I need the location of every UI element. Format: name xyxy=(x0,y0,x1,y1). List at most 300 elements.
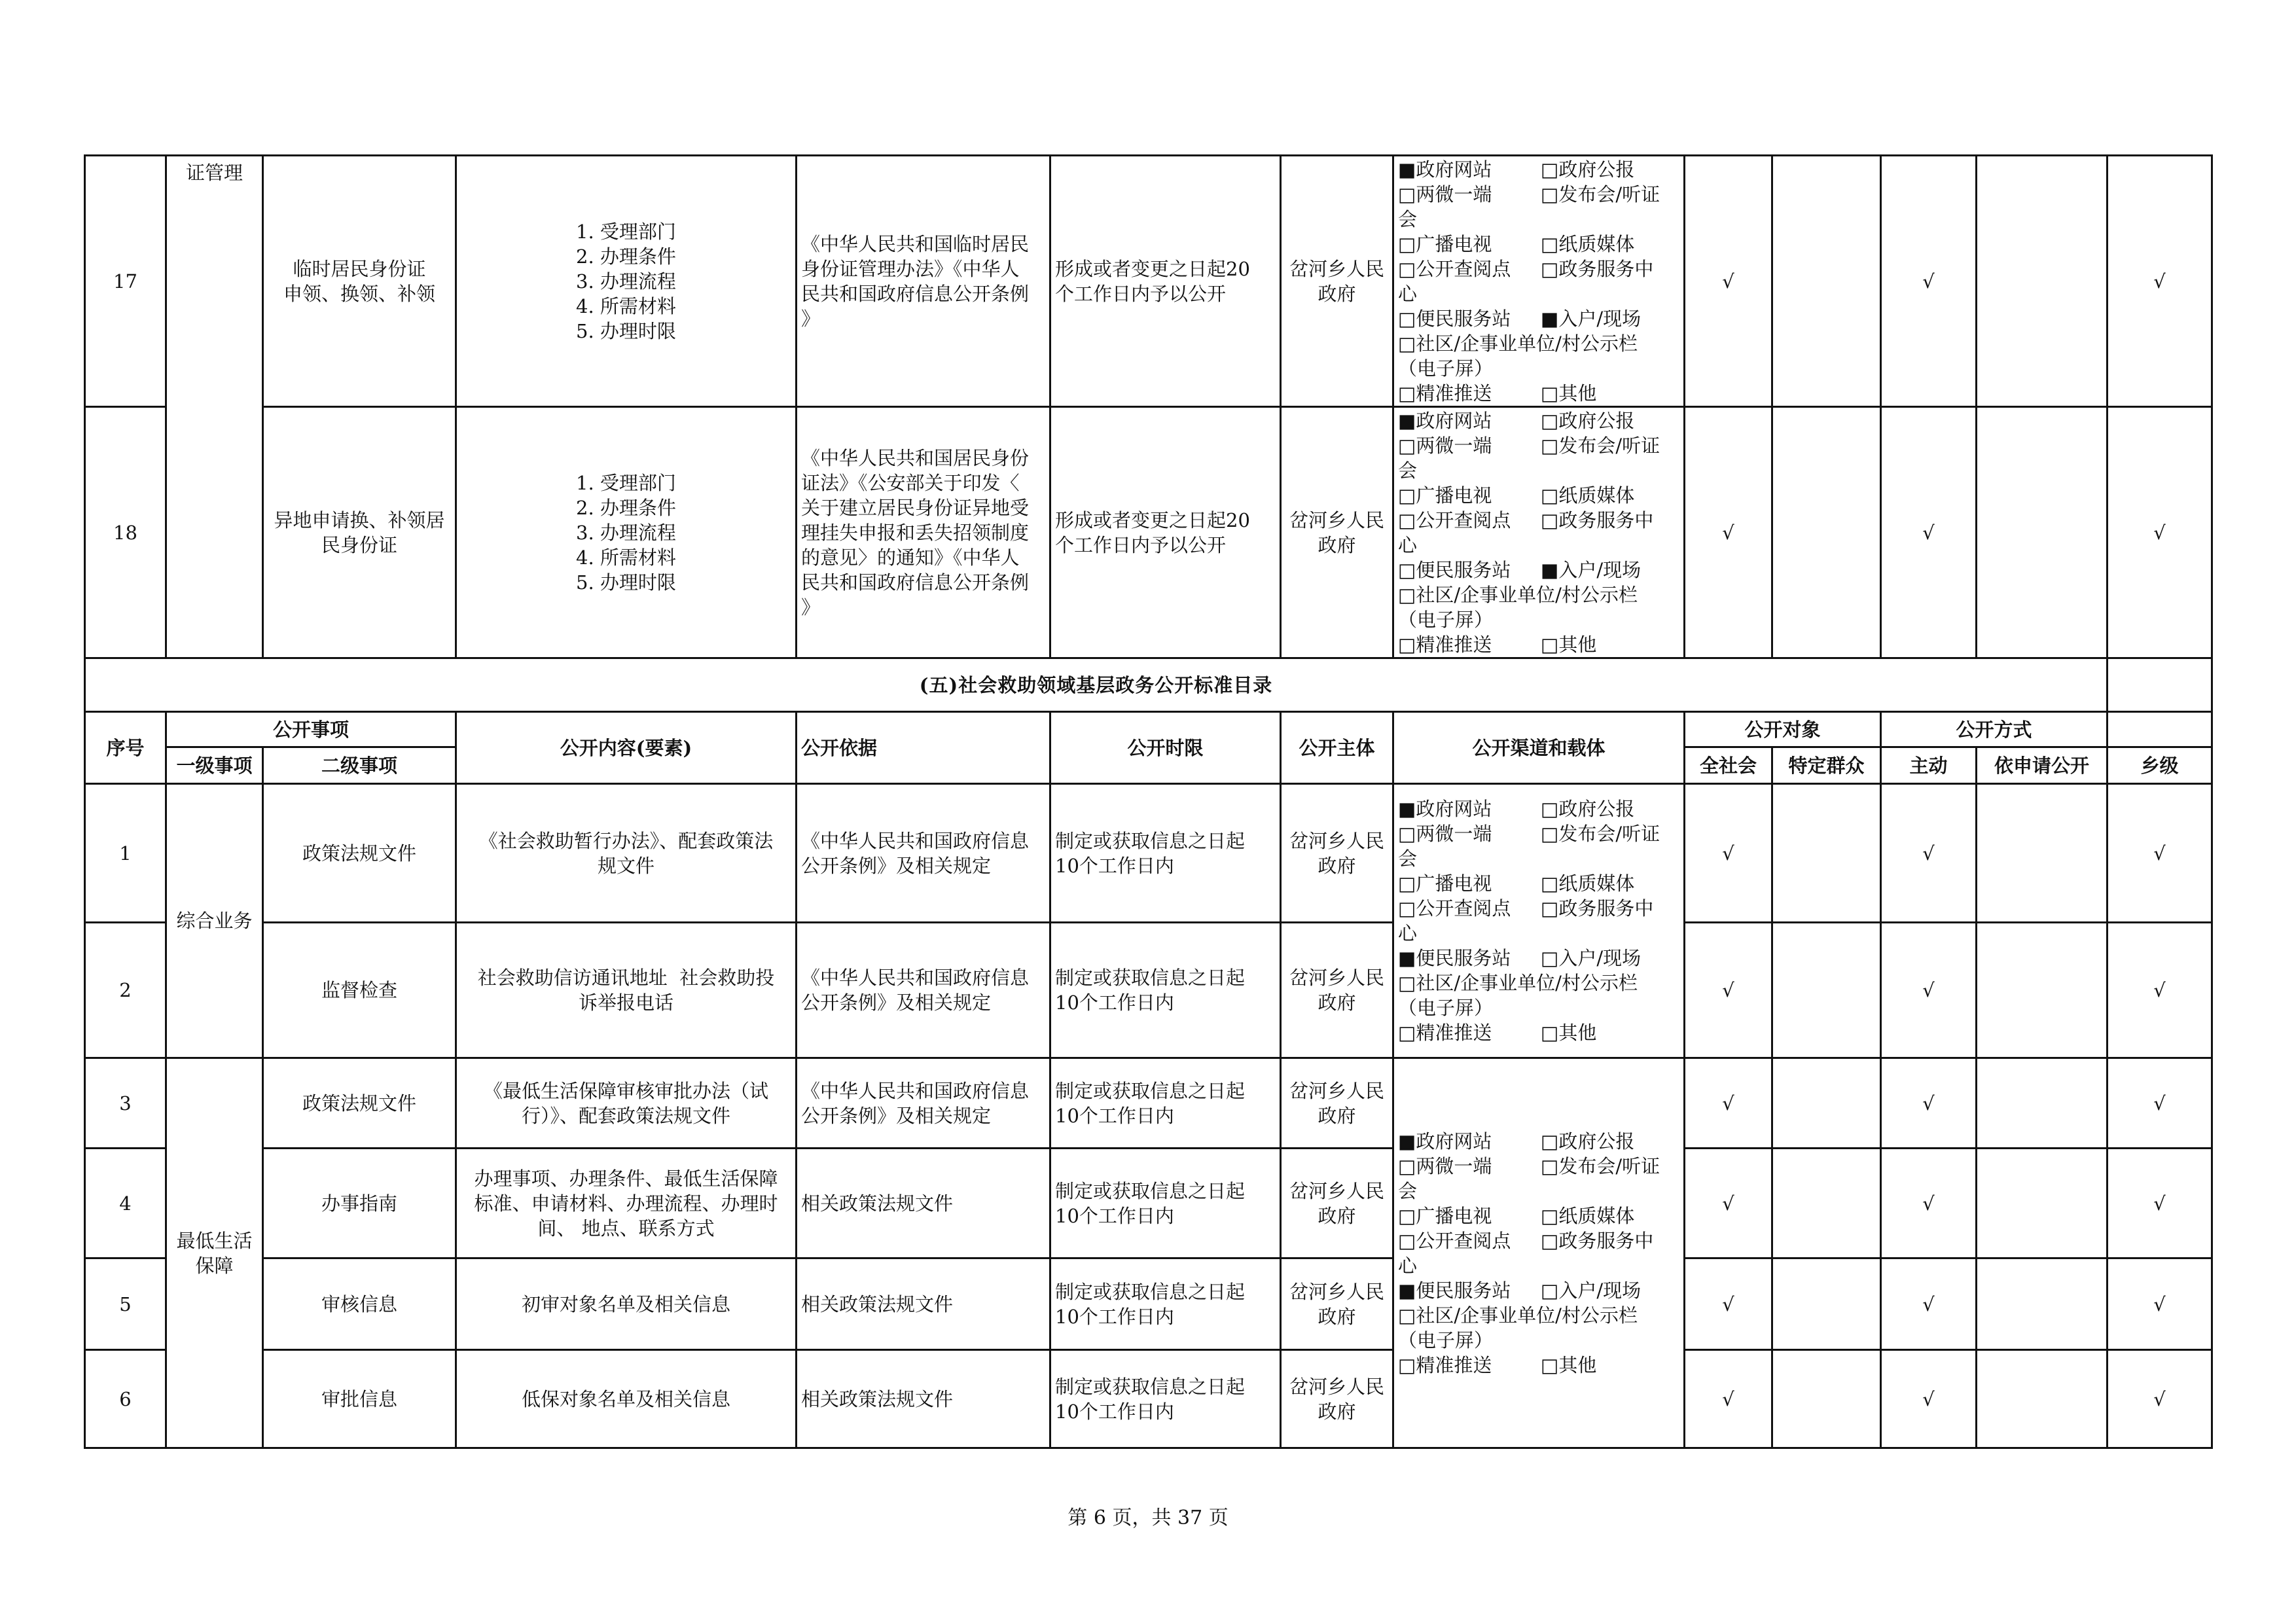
time-line: 10个工作日内 xyxy=(1055,1104,1174,1127)
content-line: 行）》、配套政策法规文件 xyxy=(521,1104,730,1127)
active-disclosure-check: √ xyxy=(1881,1149,1977,1258)
channel-option-label: 入户/现场 xyxy=(1558,307,1641,330)
channel-option-label: 心 xyxy=(1398,282,1418,305)
unchecked-box-icon xyxy=(1398,872,1416,895)
all-society-check: √ xyxy=(1685,1350,1772,1448)
checked-box-icon xyxy=(1541,559,1558,581)
header-items: 公开事项 xyxy=(166,712,456,747)
channel-option-label: 公开查阅点 xyxy=(1416,257,1511,280)
channel-option xyxy=(1398,483,1541,508)
on-request-check xyxy=(1977,1149,2108,1258)
channel-line xyxy=(1398,1129,1679,1154)
time-line: 制定或获取信息之日起 xyxy=(1055,1179,1246,1202)
channel-option xyxy=(1398,1129,1541,1154)
level2-item: 办事指南 xyxy=(263,1149,456,1258)
channel-option xyxy=(1398,796,1541,821)
disclosure-content xyxy=(456,1058,797,1149)
header-on-request: 依申请公开 xyxy=(1977,747,2108,784)
disclosure-content xyxy=(456,784,797,923)
header-target: 公开对象 xyxy=(1685,712,1881,747)
specific-group-check xyxy=(1772,1350,1881,1448)
disclosure-catalog-table xyxy=(84,154,2213,1449)
channel-option-label: 政府公报 xyxy=(1558,409,1635,432)
disclosure-basis: 相关政策法规文件 xyxy=(797,1258,1050,1350)
level2-item xyxy=(263,156,456,407)
basis-line: 》 xyxy=(801,307,821,330)
on-request-check xyxy=(1977,1058,2108,1149)
level1-item xyxy=(166,1058,263,1448)
checked-box-icon xyxy=(1398,158,1416,181)
channel-option xyxy=(1398,459,1417,482)
unchecked-box-icon xyxy=(1541,158,1558,181)
checked-box-icon xyxy=(1398,1130,1416,1152)
level2-item xyxy=(263,407,456,658)
unchecked-box-icon xyxy=(1398,332,1416,355)
channel-option xyxy=(1398,1304,1638,1327)
table-row xyxy=(85,156,2212,407)
channel-option xyxy=(1398,381,1541,406)
channel-option xyxy=(1541,410,1634,432)
channel-option-label: 政府公报 xyxy=(1558,1130,1635,1152)
channel-option xyxy=(1398,609,1493,631)
on-request-check xyxy=(1977,784,2108,923)
channel-option xyxy=(1398,257,1541,281)
disclosure-basis xyxy=(797,407,1050,658)
channel-option-label: 会 xyxy=(1398,207,1418,230)
channel-option-label: 社区/企事业单位/村公示栏 xyxy=(1416,1304,1638,1327)
basis-line: 理挂失申报和丢失招领制度 xyxy=(801,521,1030,544)
channel-option-label: 广播电视 xyxy=(1416,484,1492,507)
header-row xyxy=(85,712,2212,747)
channel-option xyxy=(1398,283,1417,305)
content-line: 《社会救助暂行办法》、配套政策法 xyxy=(478,829,774,852)
channel-line xyxy=(1398,1204,1679,1228)
time-line: 10个工作日内 xyxy=(1055,1305,1174,1328)
level2-item-line: 民身份证 xyxy=(321,533,397,556)
channel-option xyxy=(1398,584,1638,606)
channel-line xyxy=(1398,632,1679,657)
channel-option xyxy=(1398,1329,1493,1351)
content-line: 3. 办理流程 xyxy=(576,270,676,293)
time-line: 制定或获取信息之日起 xyxy=(1055,1079,1246,1102)
channel-option xyxy=(1398,847,1417,870)
time-line: 10个工作日内 xyxy=(1055,1204,1174,1227)
channel-option xyxy=(1541,484,1634,507)
channel-line xyxy=(1398,1154,1679,1179)
checked-box-icon xyxy=(1398,798,1416,820)
specific-group-check xyxy=(1772,156,1881,407)
basis-line: 公开条例》及相关规定 xyxy=(801,1104,992,1127)
disclosure-subject xyxy=(1281,407,1393,658)
unchecked-box-icon xyxy=(1541,435,1558,457)
unchecked-box-icon xyxy=(1541,484,1558,507)
all-society-check: √ xyxy=(1685,923,1772,1058)
channel-list xyxy=(1393,156,1685,407)
channel-option-label: 纸质媒体 xyxy=(1558,1204,1635,1227)
channel-option-label: 发布会/听证 xyxy=(1558,1154,1660,1177)
header-basis: 公开依据 xyxy=(797,712,1050,784)
channel-option xyxy=(1541,798,1634,820)
time-line: 形成或者变更之日起20 xyxy=(1055,257,1250,280)
channel-option-label: 两微一端 xyxy=(1416,183,1492,205)
content-line: 1. 受理部门 xyxy=(576,471,676,494)
township-level-check: √ xyxy=(2108,784,2212,923)
content-line: 4. 所需材料 xyxy=(576,294,676,317)
unchecked-box-icon xyxy=(1541,1022,1558,1044)
channel-option xyxy=(1398,534,1417,556)
channel-option xyxy=(1398,208,1417,230)
unchecked-box-icon xyxy=(1541,183,1558,205)
channel-line xyxy=(1398,331,1679,356)
unchecked-box-icon xyxy=(1541,947,1558,969)
level1-item-line: 最低生活 xyxy=(176,1229,253,1252)
header-content: 公开内容(要素) xyxy=(456,712,797,784)
level2-item: 监督检查 xyxy=(263,923,456,1058)
channel-option xyxy=(1398,997,1493,1019)
header-no: 序号 xyxy=(85,712,166,784)
basis-line: 《中华人民共和国政府信息 xyxy=(801,829,1030,852)
unchecked-box-icon xyxy=(1398,183,1416,205)
content-line: 2. 办理条件 xyxy=(576,245,676,268)
unchecked-box-icon xyxy=(1398,308,1416,330)
subject-line: 政府 xyxy=(1318,1104,1356,1127)
unchecked-box-icon xyxy=(1398,509,1416,531)
row-number: 4 xyxy=(85,1149,166,1258)
channel-option xyxy=(1398,157,1541,182)
disclosure-basis xyxy=(797,784,1050,923)
channel-option-label: 社区/企事业单位/村公示栏 xyxy=(1416,332,1638,355)
disclosure-basis: 相关政策法规文件 xyxy=(797,1350,1050,1448)
channel-option xyxy=(1541,1155,1660,1177)
all-society-check: √ xyxy=(1685,407,1772,658)
channel-line xyxy=(1398,846,1679,871)
channel-option xyxy=(1398,1228,1541,1253)
level2-item: 审核信息 xyxy=(263,1258,456,1350)
on-request-check xyxy=(1977,1350,2108,1448)
basis-line: 公开条例》及相关规定 xyxy=(801,854,992,877)
channel-option xyxy=(1398,306,1541,331)
channel-option-label: 公开查阅点 xyxy=(1416,897,1511,919)
channel-line xyxy=(1398,483,1679,508)
channel-option-label: 其他 xyxy=(1558,1022,1597,1044)
disclosure-subject xyxy=(1281,1350,1393,1448)
unchecked-box-icon xyxy=(1398,584,1416,606)
channel-option-label: 广播电视 xyxy=(1416,1204,1492,1227)
section-title-row xyxy=(85,658,2212,712)
level2-item-line: 异地申请换、补领居 xyxy=(274,508,445,531)
unchecked-box-icon xyxy=(1541,798,1558,820)
active-disclosure-check: √ xyxy=(1881,784,1977,923)
unchecked-box-icon xyxy=(1541,382,1558,404)
content-line: 4. 所需材料 xyxy=(576,546,676,569)
channel-line xyxy=(1398,1278,1679,1303)
channel-option-label: 政府网站 xyxy=(1416,1130,1492,1152)
level2-item-line: 临时居民身份证 xyxy=(293,257,426,280)
channel-line xyxy=(1398,1020,1679,1045)
basis-line: 《中华人民共和国临时居民 xyxy=(801,232,1030,255)
table-row xyxy=(85,1350,2212,1448)
channel-option xyxy=(1541,382,1596,404)
channel-option xyxy=(1541,1130,1634,1152)
channel-line xyxy=(1398,1328,1679,1353)
basis-line: 》 xyxy=(801,596,821,618)
subject-line: 岔河乡人民 xyxy=(1289,1375,1384,1398)
channel-line xyxy=(1398,1228,1679,1253)
channel-option-label: 入户/现场 xyxy=(1558,1279,1641,1302)
unchecked-box-icon xyxy=(1398,435,1416,457)
disclosure-time-limit xyxy=(1050,1149,1281,1258)
all-society-check: √ xyxy=(1685,1149,1772,1258)
disclosure-subject xyxy=(1281,1058,1393,1149)
all-society-check: √ xyxy=(1685,1058,1772,1149)
subject-line: 岔河乡人民 xyxy=(1289,829,1384,852)
channel-option xyxy=(1398,1204,1541,1228)
disclosure-subject xyxy=(1281,1149,1393,1258)
channel-option-label: 公开查阅点 xyxy=(1416,508,1511,531)
channel-option-label: 政府公报 xyxy=(1558,798,1635,820)
channel-option-label: 便民服务站 xyxy=(1416,307,1511,330)
channel-option-label: 政府公报 xyxy=(1558,158,1635,181)
table-row xyxy=(85,1149,2212,1258)
unchecked-box-icon xyxy=(1541,897,1558,919)
channel-option-label: 会 xyxy=(1398,1179,1418,1202)
channel-list xyxy=(1393,784,1685,1058)
channel-line xyxy=(1398,607,1679,632)
content-line: 1. 受理部门 xyxy=(576,220,676,243)
empty-cell xyxy=(2108,712,2212,747)
unchecked-box-icon xyxy=(1398,823,1416,845)
channel-option-label: 其他 xyxy=(1558,1353,1597,1376)
row-number: 6 xyxy=(85,1350,166,1448)
empty-cell xyxy=(2108,658,2212,712)
channel-option xyxy=(1398,871,1541,896)
channel-option xyxy=(1398,972,1638,994)
unchecked-box-icon xyxy=(1398,1354,1416,1376)
channel-option xyxy=(1541,258,1653,280)
channel-option-label: 政务服务中 xyxy=(1558,257,1654,280)
channel-line xyxy=(1398,381,1679,406)
level2-item: 政策法规文件 xyxy=(263,784,456,923)
channel-option-label: 其他 xyxy=(1558,382,1597,404)
channel-option xyxy=(1398,332,1638,355)
basis-line: 民共和国政府信息公开条例 xyxy=(801,571,1030,594)
channel-option-label: 政府网站 xyxy=(1416,798,1492,820)
channel-option-label: 纸质媒体 xyxy=(1558,484,1635,507)
disclosure-content xyxy=(456,156,797,407)
channel-line xyxy=(1398,356,1679,381)
content-line: 社会救助信访通讯地址 社会救助投 xyxy=(477,967,775,989)
level1-item: 综合业务 xyxy=(166,784,263,1058)
basis-line: 《中华人民共和国政府信息 xyxy=(801,967,1030,989)
channel-option xyxy=(1541,308,1641,330)
channel-option xyxy=(1541,1230,1653,1252)
level1-item-line: 保障 xyxy=(195,1254,234,1277)
table-row xyxy=(85,923,2212,1058)
channel-option-label: （电子屏） xyxy=(1398,997,1494,1019)
all-society-check: √ xyxy=(1685,784,1772,923)
channel-option-label: 入户/现场 xyxy=(1558,947,1641,969)
unchecked-box-icon xyxy=(1541,1205,1558,1227)
basis-line: 身份证管理办法》《中华人 xyxy=(801,257,1020,280)
header-method: 公开方式 xyxy=(1881,712,2108,747)
unchecked-box-icon xyxy=(1398,1022,1416,1044)
channel-option xyxy=(1541,897,1653,919)
specific-group-check xyxy=(1772,407,1881,658)
basis-line: 关于建立居民身份证异地受 xyxy=(801,496,1030,519)
channel-option-label: 心 xyxy=(1398,922,1418,944)
channel-option-label: 入户/现场 xyxy=(1558,558,1641,581)
level1-item-label: 证管理 xyxy=(185,162,243,184)
channel-line xyxy=(1398,1353,1679,1378)
table-row xyxy=(85,784,2212,923)
row-number: 1 xyxy=(85,784,166,923)
channel-option xyxy=(1398,821,1541,846)
channel-option-label: 广播电视 xyxy=(1416,872,1492,895)
basis-line: 民共和国政府信息公开条例 xyxy=(801,282,1030,305)
content-line: 诉举报电话 xyxy=(578,991,673,1014)
unchecked-box-icon xyxy=(1398,233,1416,255)
channel-option xyxy=(1398,1353,1541,1378)
header-all-society: 全社会 xyxy=(1685,747,1772,784)
disclosure-time-limit xyxy=(1050,1350,1281,1448)
disclosure-time-limit xyxy=(1050,923,1281,1058)
content-line: 5. 办理时限 xyxy=(576,571,676,594)
disclosure-content xyxy=(456,407,797,658)
channel-option xyxy=(1541,947,1641,969)
channel-option xyxy=(1398,182,1541,207)
disclosure-time-limit xyxy=(1050,156,1281,407)
time-line: 10个工作日内 xyxy=(1055,1400,1174,1423)
basis-line: 证法》《公安部关于印发〈 xyxy=(801,471,1020,494)
channel-option xyxy=(1398,896,1541,921)
channel-option-label: 精准推送 xyxy=(1416,1022,1492,1044)
row-number: 17 xyxy=(85,156,166,407)
channel-line xyxy=(1398,508,1679,533)
basis-line: 《中华人民共和国政府信息 xyxy=(801,1079,1030,1102)
channel-option xyxy=(1398,558,1541,582)
channel-option-label: 发布会/听证 xyxy=(1558,823,1660,845)
channel-option xyxy=(1541,435,1660,457)
channel-option-label: 心 xyxy=(1398,1254,1418,1277)
unchecked-box-icon xyxy=(1398,258,1416,280)
channel-line xyxy=(1398,458,1679,483)
specific-group-check xyxy=(1772,1149,1881,1258)
channel-line xyxy=(1398,533,1679,558)
unchecked-box-icon xyxy=(1541,1130,1558,1152)
channel-option xyxy=(1398,508,1541,533)
disclosure-subject xyxy=(1281,784,1393,923)
active-disclosure-check: √ xyxy=(1881,1258,1977,1350)
channel-option-label: 社区/企事业单位/村公示栏 xyxy=(1416,583,1638,606)
channel-option-label: 纸质媒体 xyxy=(1558,872,1635,895)
channel-line xyxy=(1398,1303,1679,1328)
time-line: 个工作日内予以公开 xyxy=(1055,282,1227,305)
disclosure-basis: 相关政策法规文件 xyxy=(797,1149,1050,1258)
channel-line xyxy=(1398,946,1679,971)
subject-line: 岔河乡人民 xyxy=(1289,1179,1384,1202)
channel-line xyxy=(1398,995,1679,1020)
disclosure-subject xyxy=(1281,156,1393,407)
unchecked-box-icon xyxy=(1541,233,1558,255)
township-level-check: √ xyxy=(2108,407,2212,658)
channel-option-label: 会 xyxy=(1398,847,1418,870)
active-disclosure-check: √ xyxy=(1881,156,1977,407)
channel-option xyxy=(1541,1354,1596,1376)
channel-option-label: （电子屏） xyxy=(1398,1329,1494,1351)
unchecked-box-icon xyxy=(1541,1279,1558,1302)
channel-list xyxy=(1393,1058,1685,1448)
channel-option-label: 纸质媒体 xyxy=(1558,232,1635,255)
channel-option xyxy=(1541,183,1660,205)
unchecked-box-icon xyxy=(1541,633,1558,656)
subject-line: 政府 xyxy=(1318,1400,1356,1423)
channel-option xyxy=(1541,158,1634,181)
disclosure-content xyxy=(456,923,797,1058)
unchecked-box-icon xyxy=(1541,823,1558,845)
subject-line: 岔河乡人民 xyxy=(1289,967,1384,989)
channel-option-label: 便民服务站 xyxy=(1416,558,1511,581)
township-level-check: √ xyxy=(2108,1258,2212,1350)
unchecked-box-icon xyxy=(1398,1230,1416,1252)
unchecked-box-icon xyxy=(1398,484,1416,507)
channel-option-label: 政务服务中 xyxy=(1558,897,1654,919)
unchecked-box-icon xyxy=(1541,1155,1558,1177)
channel-list xyxy=(1393,407,1685,658)
township-level-check: √ xyxy=(2108,923,2212,1058)
channel-line xyxy=(1398,257,1679,281)
unchecked-box-icon xyxy=(1398,1304,1416,1327)
unchecked-box-icon xyxy=(1541,509,1558,531)
channel-line xyxy=(1398,157,1679,182)
channel-option xyxy=(1398,632,1541,657)
unchecked-box-icon xyxy=(1398,382,1416,404)
channel-option-label: 心 xyxy=(1398,533,1418,556)
unchecked-box-icon xyxy=(1398,559,1416,581)
channel-option-label: （电子屏） xyxy=(1398,608,1494,631)
all-society-check: √ xyxy=(1685,1258,1772,1350)
channel-option-label: 两微一端 xyxy=(1416,434,1492,457)
time-line: 制定或获取信息之日起 xyxy=(1055,829,1246,852)
header-time: 公开时限 xyxy=(1050,712,1281,784)
channel-line xyxy=(1398,921,1679,946)
channel-line xyxy=(1398,896,1679,921)
content-line: 间、 地点、联系方式 xyxy=(537,1217,715,1240)
on-request-check xyxy=(1977,407,2108,658)
checked-box-icon xyxy=(1398,947,1416,969)
page-footer: 第 6 页，共 37 页 xyxy=(1067,1507,1229,1529)
disclosure-time-limit xyxy=(1050,1258,1281,1350)
channel-option-label: 精准推送 xyxy=(1416,633,1492,656)
channel-option-label: 政府网站 xyxy=(1416,158,1492,181)
on-request-check xyxy=(1977,923,2108,1058)
township-level-check: √ xyxy=(2108,1149,2212,1258)
disclosure-subject xyxy=(1281,923,1393,1058)
channel-option-label: 精准推送 xyxy=(1416,1353,1492,1376)
channel-line xyxy=(1398,796,1679,821)
channel-line xyxy=(1398,582,1679,607)
header-level1: 一级事项 xyxy=(166,747,263,784)
content-line: 办理事项、办理条件、最低生活保障 xyxy=(474,1167,778,1190)
disclosure-subject xyxy=(1281,1258,1393,1350)
unchecked-box-icon xyxy=(1541,1230,1558,1252)
subject-line: 岔河乡人民 xyxy=(1289,257,1384,280)
subject-line: 政府 xyxy=(1318,1305,1356,1328)
subject-line: 政府 xyxy=(1318,991,1356,1014)
content-line: 规文件 xyxy=(597,854,655,877)
channel-option xyxy=(1541,559,1641,581)
subject-line: 岔河乡人民 xyxy=(1289,508,1384,531)
channel-option xyxy=(1541,633,1596,656)
